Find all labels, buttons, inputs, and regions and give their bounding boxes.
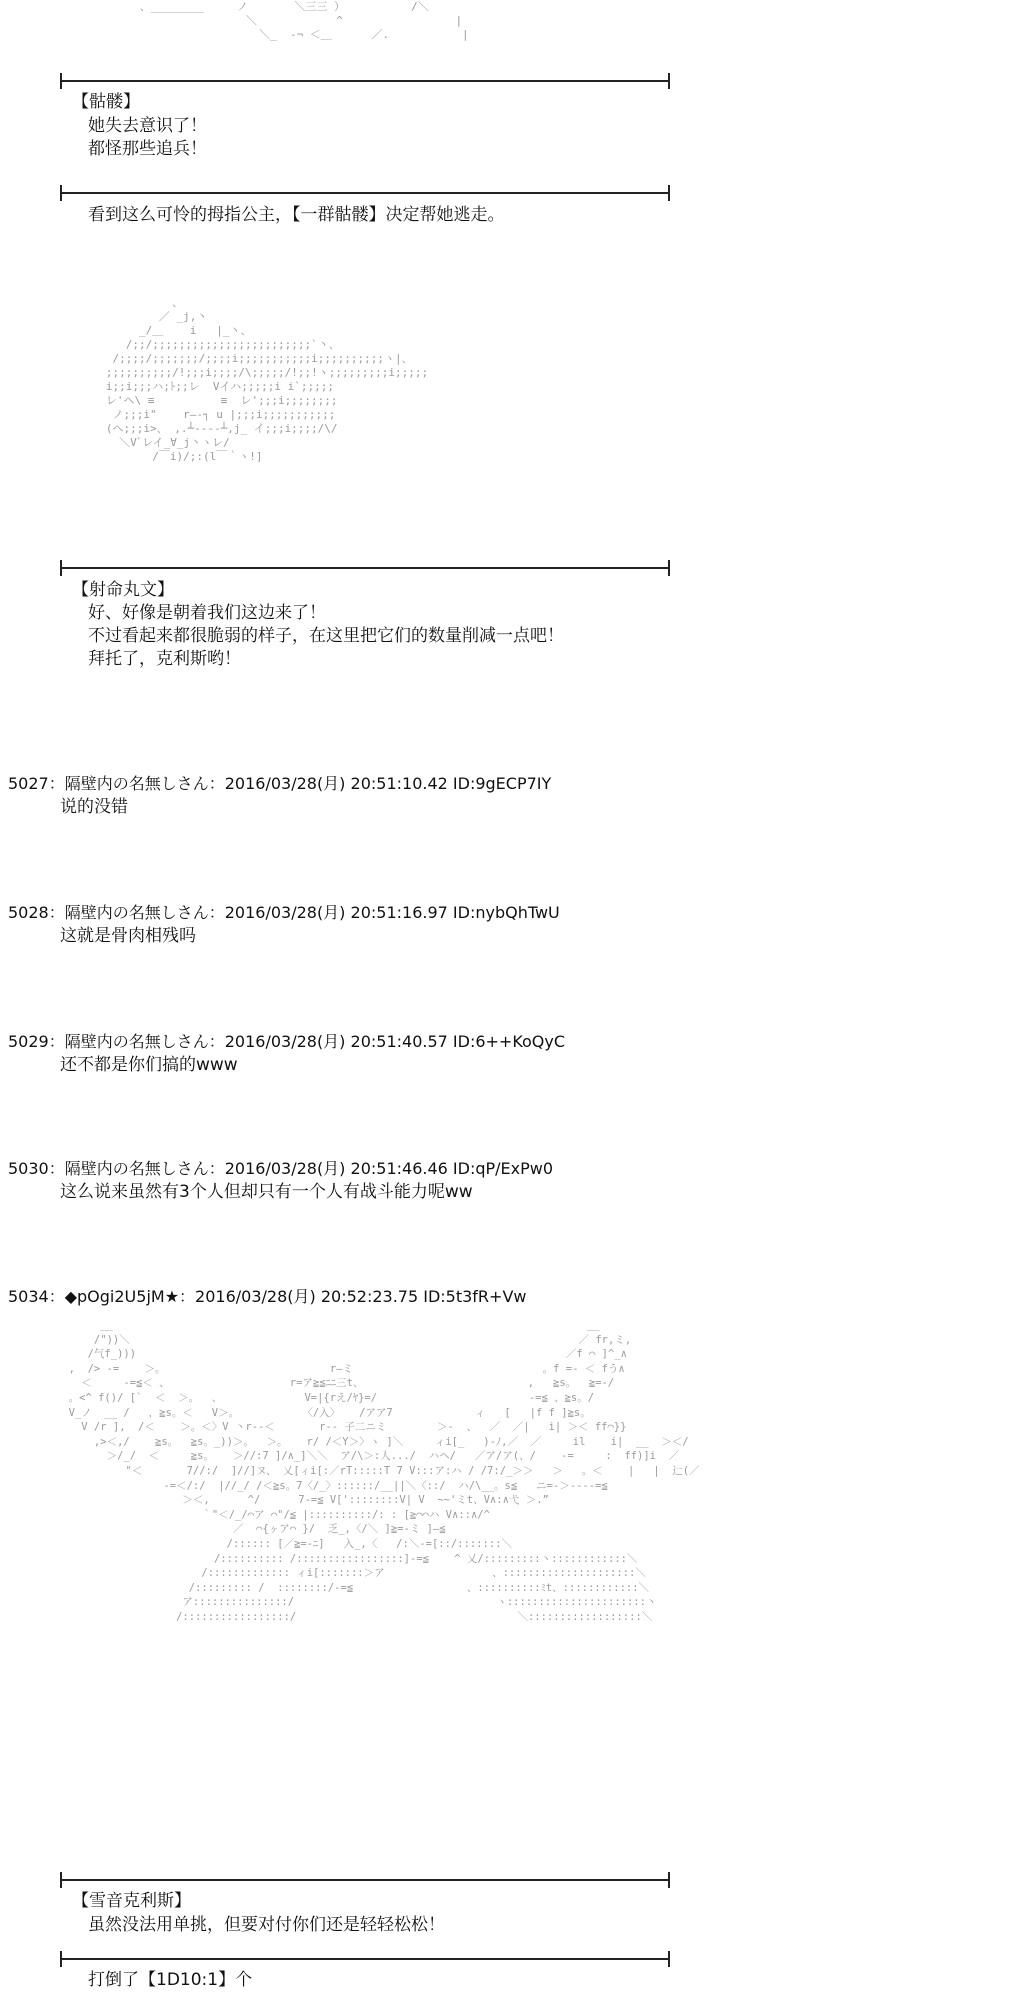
ascii-art-top: 、________ ノ ＼三三 ） /＼ ＼ ^ | ＼_ ‐¬ ＜＿ ／. | [139, 0, 469, 41]
divider [60, 192, 670, 194]
ascii-art-aya: 、 ／ _j,丶 _/＿ i |_丶、 /;;/;;;;;;;;;;;;;;;;;;;;;;;;`丶、 /;;;;/;;;;;;;/;;;;i;;;;;;;;;;;i;;;;;;;;;;ヽ|、 ;;;;;;;;;;/!;;;i;;;;/\;;;;;/!;;!ヽ;;;;;;;;;i;;;;; i;;i;;;ハ;ﾄ;;レ Vイハ;;;;;i i`;;;;; レ'ヘ\ ≡ ≡ レ';;;i;;;;;;;; ノ;;;i" r―‐┐ u |;;;i;;;;;;;;;;; (ヘ;;;i>、 ,.┴‐‐‐‐┴,j_ イ;;;i;;;;/\/ ＼Vﾞレイ_∀_j丶ヽレ/ /￣i)/;:(l￣｀ヽ!] [105, 296, 429, 463]
post-body: 这么说来虽然有3个人但却只有一个人有战斗能力呢ww [60, 1182, 473, 1202]
narration: 看到这么可怜的拇指公主，【一群骷髅】决定帮她逃走。 [88, 205, 505, 225]
narration: 打倒了【1D10:1】个 [88, 1970, 253, 1990]
dialogue-line: 她失去意识了！ [88, 116, 207, 136]
dialogue-line: 好、好像是朝着我们这边来了！ [88, 603, 326, 623]
divider-tick [60, 73, 62, 89]
divider [60, 1958, 670, 1960]
divider [60, 567, 670, 569]
divider-tick [668, 73, 670, 89]
speaker-label: 【雪音克利斯】 [72, 1891, 191, 1911]
dialogue-line: 不过看起来都很脆弱的样子，在这里把它们的数量削减一点吧！ [88, 626, 564, 646]
post-body: 这就是骨肉相残吗 [60, 926, 196, 946]
dialogue-line: 虽然没法用单挑，但要对付你们还是轻轻松松！ [88, 1915, 445, 1935]
dialogue-line: 拜托了，克利斯哟！ [88, 649, 241, 669]
speaker-label: 【射命丸文】 [72, 580, 174, 600]
post-header: 5034：◆pOgi2U5jM★：2016/03/28(月) 20:52:23.75 ID:5t3fR+Vw [8, 1287, 527, 1306]
divider-tick [668, 1951, 670, 1967]
post-body: 还不都是你们搞的www [60, 1055, 238, 1075]
ascii-art-battle: __ __ /"))＼ ／ fr,ミ, /气f_))) ／f ⌒ ]^_∧ , /> -= ＞。 r―ミ 。f =- ＜ fう∧ ＜ -=≦＜ 、 r=ア≧≦ﾆﾆ三t、 , ≧s。 ≧=-/ 。<^ f()/ [` ＜ ＞。 、 V=|{rえ/ﾔ}=/ -=≦ 、≧s。/ V_ノ __ / ，≧s。＜ V＞。 〈/入〉 /アア7 ィ [ |f f ]≧s。 V /r ], /＜ ＞。＜〉V 丶r‐‐＜ r‐‐ 子二ニミ ＞- 、 ／ ／| i| ＞＜ ff⌒}} ,>＜,/ ≧s。 ≧s。_))＞。 ＞。 r/ /＜Y＞〉ヽ ]＼ ィi[_ )-ﾉ,／ ／ il i| __ ＞＜/ ＞/_/ ＜ ≧s。 ＞//:7 ]/∧_]＼＼ ア/\＞:人.../ ハヘ/ ／ア/ア(、/ -= : ff)]i ／ "＜ 7//:/ ]//]ヌ、 乂[ィi[:／rT:::::T 7 V:::ア:ハ / /7:/_＞＞ ＞ 。＜ | | 辷(／ -=＜/:/ |//_/ /＜≧s。7〈/_〉::::::/__||＼〈::/ ハ/\__。s≦ ニ=-＞----=≦ ＞＜, ^/ 7-=≦ V['::::::::V| V ~~'ミt、V∧:∧弋 ＞.” ｀"＜/_/⌒ア ⌒"/≦ |::::::::::/: : [≧⌒⌒ハ V∧::∧/^ ／ ⌒{ヶア⌒ }/ 乏_,〈/＼ ]≧=-ミ ]―≦ /:::::: [／≧=-ﾆ] 入_,〈 /:＼-=[::/:::::::＼ /:::::::::: /:::::::::::::::::]-=≦ ^ 乂/:::::::::丶::::::::::::＼ /::::::::::::: ィi[:::::::＞ア 、:::::::::::::::::::::＼ /::::::::: / ::::::::/-=≦ 、::::::::::ﾐt、::::::::::::＼ ア:::::::::::::::/ ヽ::::::::::::::::::::::丶 /:::::::::::::::::/ ＼::::::::::::::::::＼ [68, 1319, 700, 1623]
post-header: 5028：隔壁内の名無しさん：2016/03/28(月) 20:51:16.97 ID:nybQhTwU [8, 903, 560, 922]
post-header: 5030：隔壁内の名無しさん：2016/03/28(月) 20:51:46.46 ID:qP/ExPw0 [8, 1159, 554, 1178]
divider [60, 1879, 670, 1881]
post-header: 5027：隔壁内の名無しさん：2016/03/28(月) 20:51:10.42 ID:9gECP7IY [8, 774, 552, 793]
divider-tick [60, 1872, 62, 1888]
divider [60, 80, 670, 82]
post-header: 5029：隔壁内の名無しさん：2016/03/28(月) 20:51:40.57 ID:6++KoQyC [8, 1032, 566, 1051]
dialogue-line: 都怪那些追兵！ [88, 139, 207, 159]
divider-tick [60, 1951, 62, 1967]
speaker-label: 【骷髅】 [72, 92, 140, 112]
divider-tick [668, 185, 670, 201]
divider-tick [668, 560, 670, 576]
post-body: 说的没错 [60, 797, 128, 817]
divider-tick [60, 185, 62, 201]
divider-tick [668, 1872, 670, 1888]
divider-tick [60, 560, 62, 576]
